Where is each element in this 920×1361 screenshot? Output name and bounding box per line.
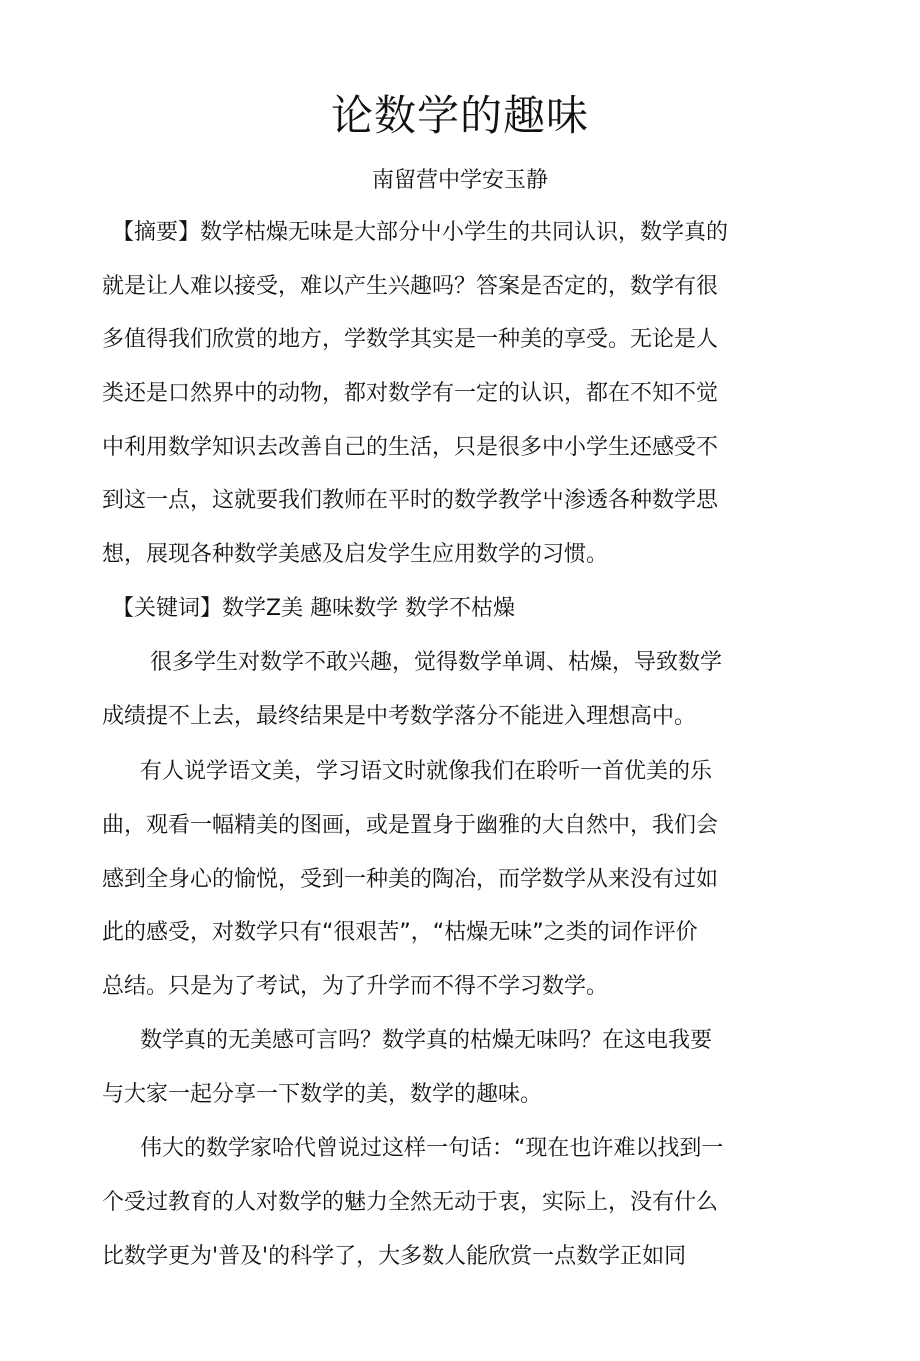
abstract-line: 类还是口然界中的动物，都对数学有一定的认识，都在不知不觉 bbox=[102, 381, 719, 406]
paragraph-line: 此的感受，对数学只有“很艰苦”，“枯燥无味”之类的词作评价 bbox=[102, 920, 698, 945]
paragraph-line: 总结。只是为了考试，为了升学而不得不学习数学。 bbox=[102, 974, 609, 999]
paragraph-line: 感到全身心的愉悦，受到一种美的陶冶，而学数学从来没有过如 bbox=[102, 867, 719, 892]
paragraph-line: 与大家一起分享一下数学的美，数学的趣味。 bbox=[102, 1082, 543, 1107]
abstract-line: 多值得我们欣赏的地方，学数学其实是一种美的享受。无论是人 bbox=[102, 327, 719, 352]
paragraph-line: 成绩提不上去，最终结果是中考数学落分不能进入理想高中。 bbox=[102, 704, 697, 729]
abstract-line: 【摘要】数学枯燥无味是大部分屮小学生的共同认识，数学真的 bbox=[112, 220, 729, 245]
paragraph-line: 伟大的数学家哈代曾说过这样一句话：“现在也许难以找到一 bbox=[140, 1136, 724, 1161]
paragraph-line: 个受过教育的人对数学的魅力全然无动于衷，实际上，没有什么 bbox=[102, 1190, 719, 1215]
document-title: 论数学的趣味 bbox=[330, 91, 589, 140]
abstract-line: 中利用数学知识去改善自己的生活，只是很多中小学生还感受不 bbox=[102, 435, 719, 460]
paragraph-line: 有人说学语文美，学习语文时就像我们在聆听一首优美的乐 bbox=[140, 759, 713, 784]
abstract-line: 就是让人难以接受，难以产生兴趣吗？答案是否定的，数学有很 bbox=[102, 274, 719, 299]
abstract-line: 想，展现各种数学美感及启发学生应用数学的习惯。 bbox=[102, 542, 609, 567]
keywords-line: 【关键词】数学Z美 趣味数学 数学不枯燥 bbox=[112, 596, 516, 621]
paragraph-line: 很多学生对数学不敢兴趣，觉得数学单调、枯燥，导致数学 bbox=[150, 650, 723, 675]
paragraph-line: 曲，观看一幅精美的图画，或是置身于幽雅的大自然中，我们会 bbox=[102, 813, 719, 838]
paragraph-line: 数学真的无美感可言吗？数学真的枯燥无味吗？在这电我要 bbox=[140, 1028, 713, 1053]
abstract-line: 到这一点，这就要我们教师在平时的数学教学屮渗透各种数学思 bbox=[102, 488, 719, 513]
author-line: 南留营中学安玉静 bbox=[371, 168, 548, 193]
paragraph-line: 比数学更为'普及'的科学了，大多数人能欣赏一点数学正如同 bbox=[102, 1244, 687, 1269]
